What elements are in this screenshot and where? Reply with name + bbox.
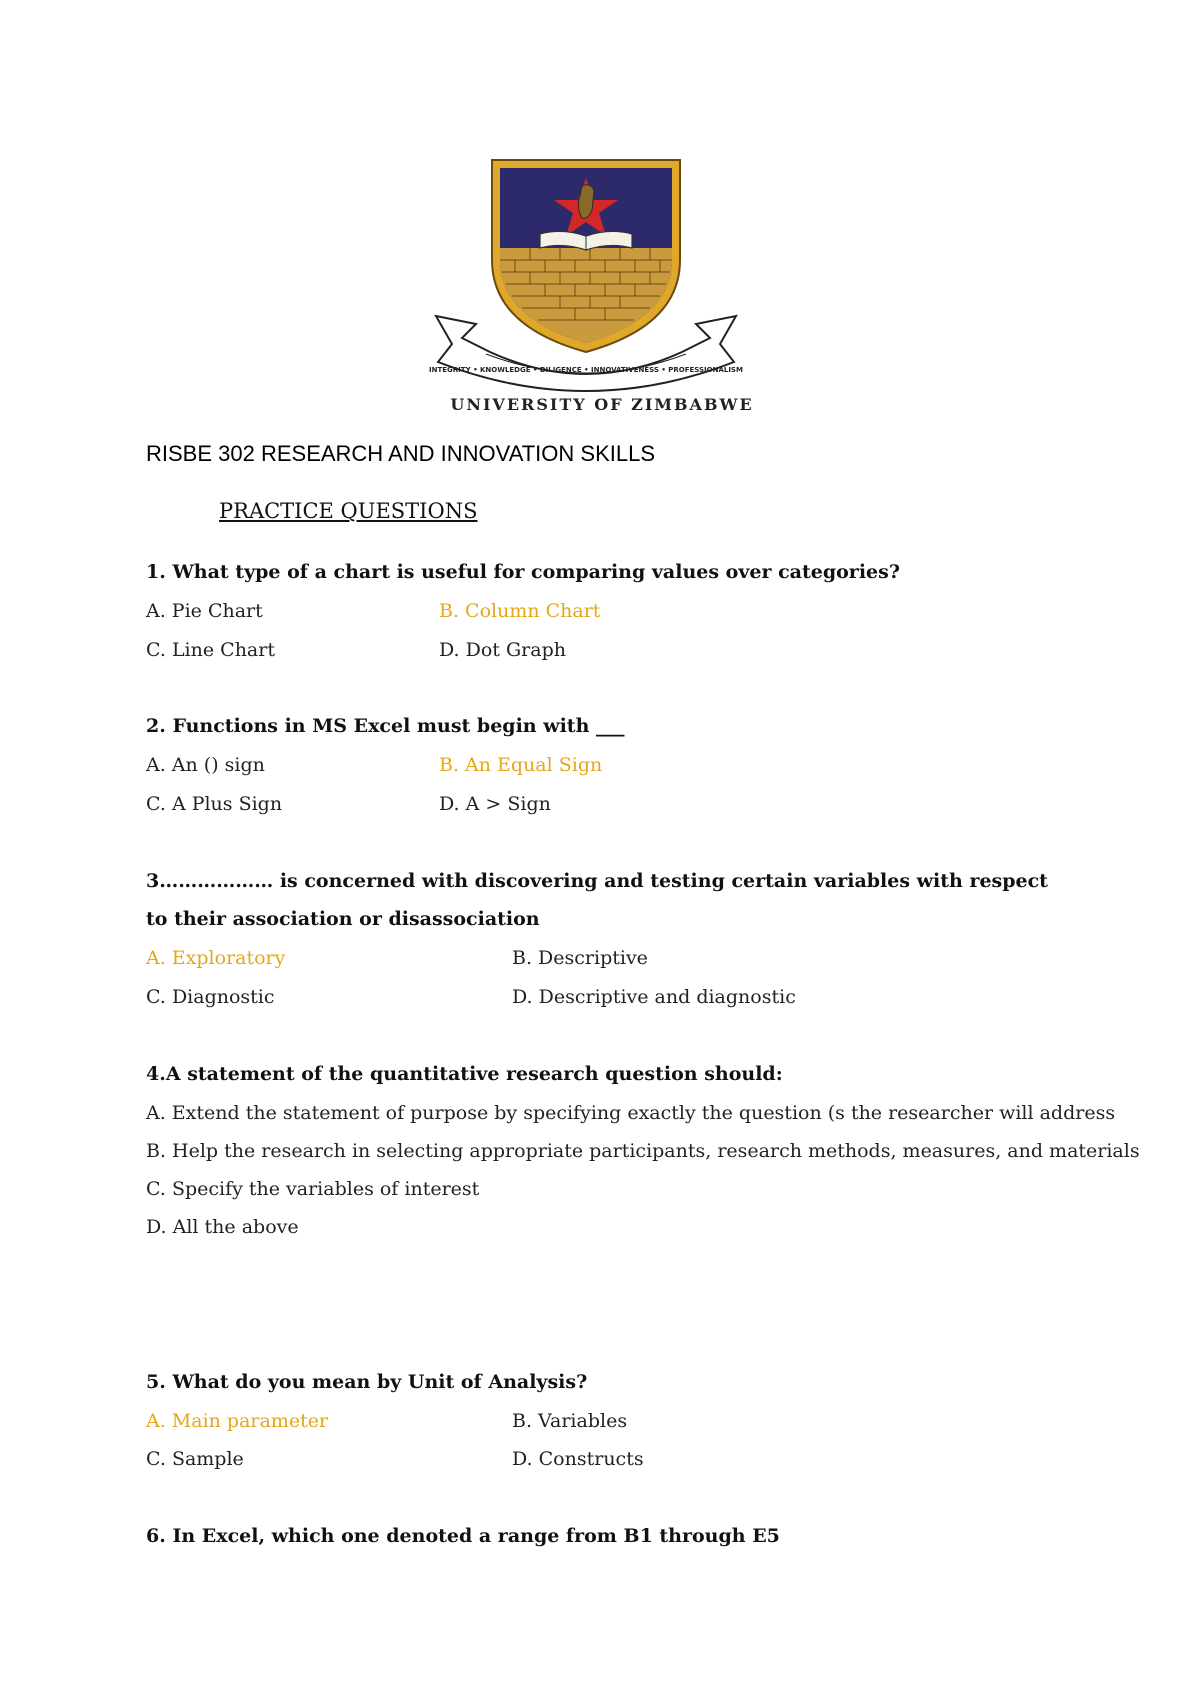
q3-option-a-answer: A. Exploratory xyxy=(146,947,286,969)
question-4: 4.A statement of the quantitative research question should: xyxy=(146,1063,783,1085)
q2-option-d: D. A > Sign xyxy=(439,793,551,815)
q1-option-c: C. Line Chart xyxy=(146,639,275,661)
q3-option-b: B. Descriptive xyxy=(512,947,648,969)
q3-option-d: D. Descriptive and diagnostic xyxy=(512,986,796,1008)
q5-option-c: C. Sample xyxy=(146,1448,244,1470)
q5-option-d: D. Constructs xyxy=(512,1448,644,1470)
question-1: 1. What type of a chart is useful for comparing values over categories? xyxy=(146,561,900,583)
q3-option-c: C. Diagnostic xyxy=(146,986,275,1008)
q4-option-d: D. All the above xyxy=(146,1216,299,1238)
university-logo xyxy=(390,148,820,418)
course-title: RISBE 302 RESEARCH AND INNOVATION SKILLS xyxy=(146,441,656,466)
q4-option-b: B. Help the research in selecting appropriate participants, research methods, measures, and materials xyxy=(146,1140,1140,1162)
question-3-line-1: 3……………… is concerned with discovering and testing certain variables with respect xyxy=(146,870,1048,892)
question-2: 2. Functions in MS Excel must begin with ___ xyxy=(146,715,625,737)
q1-option-b-answer: B. Column Chart xyxy=(439,600,601,622)
q2-option-c: C. A Plus Sign xyxy=(146,793,283,815)
university-name: UNIVERSITY OF ZIMBABWE xyxy=(450,395,754,414)
question-6: 6. In Excel, which one denoted a range from B1 through E5 xyxy=(146,1525,780,1547)
motto-text: INTEGRITY • KNOWLEDGE • DILIGENCE • INNOVATIVENESS • PROFESSIONALISM xyxy=(429,366,743,374)
q5-option-b: B. Variables xyxy=(512,1410,628,1432)
practice-title: PRACTICE QUESTIONS xyxy=(219,499,478,523)
q5-option-a-answer: A. Main parameter xyxy=(146,1410,329,1432)
question-3-line-2: to their association or disassociation xyxy=(146,908,540,930)
q1-option-d: D. Dot Graph xyxy=(439,639,566,661)
q4-option-c: C. Specify the variables of interest xyxy=(146,1178,480,1200)
question-5: 5. What do you mean by Unit of Analysis? xyxy=(146,1371,588,1393)
q4-option-a: A. Extend the statement of purpose by specifying exactly the question (s the researcher will address xyxy=(146,1102,1116,1124)
q2-option-a: A. An () sign xyxy=(146,754,265,776)
q2-option-b-answer: B. An Equal Sign xyxy=(439,754,603,776)
q1-option-a: A. Pie Chart xyxy=(146,600,263,622)
